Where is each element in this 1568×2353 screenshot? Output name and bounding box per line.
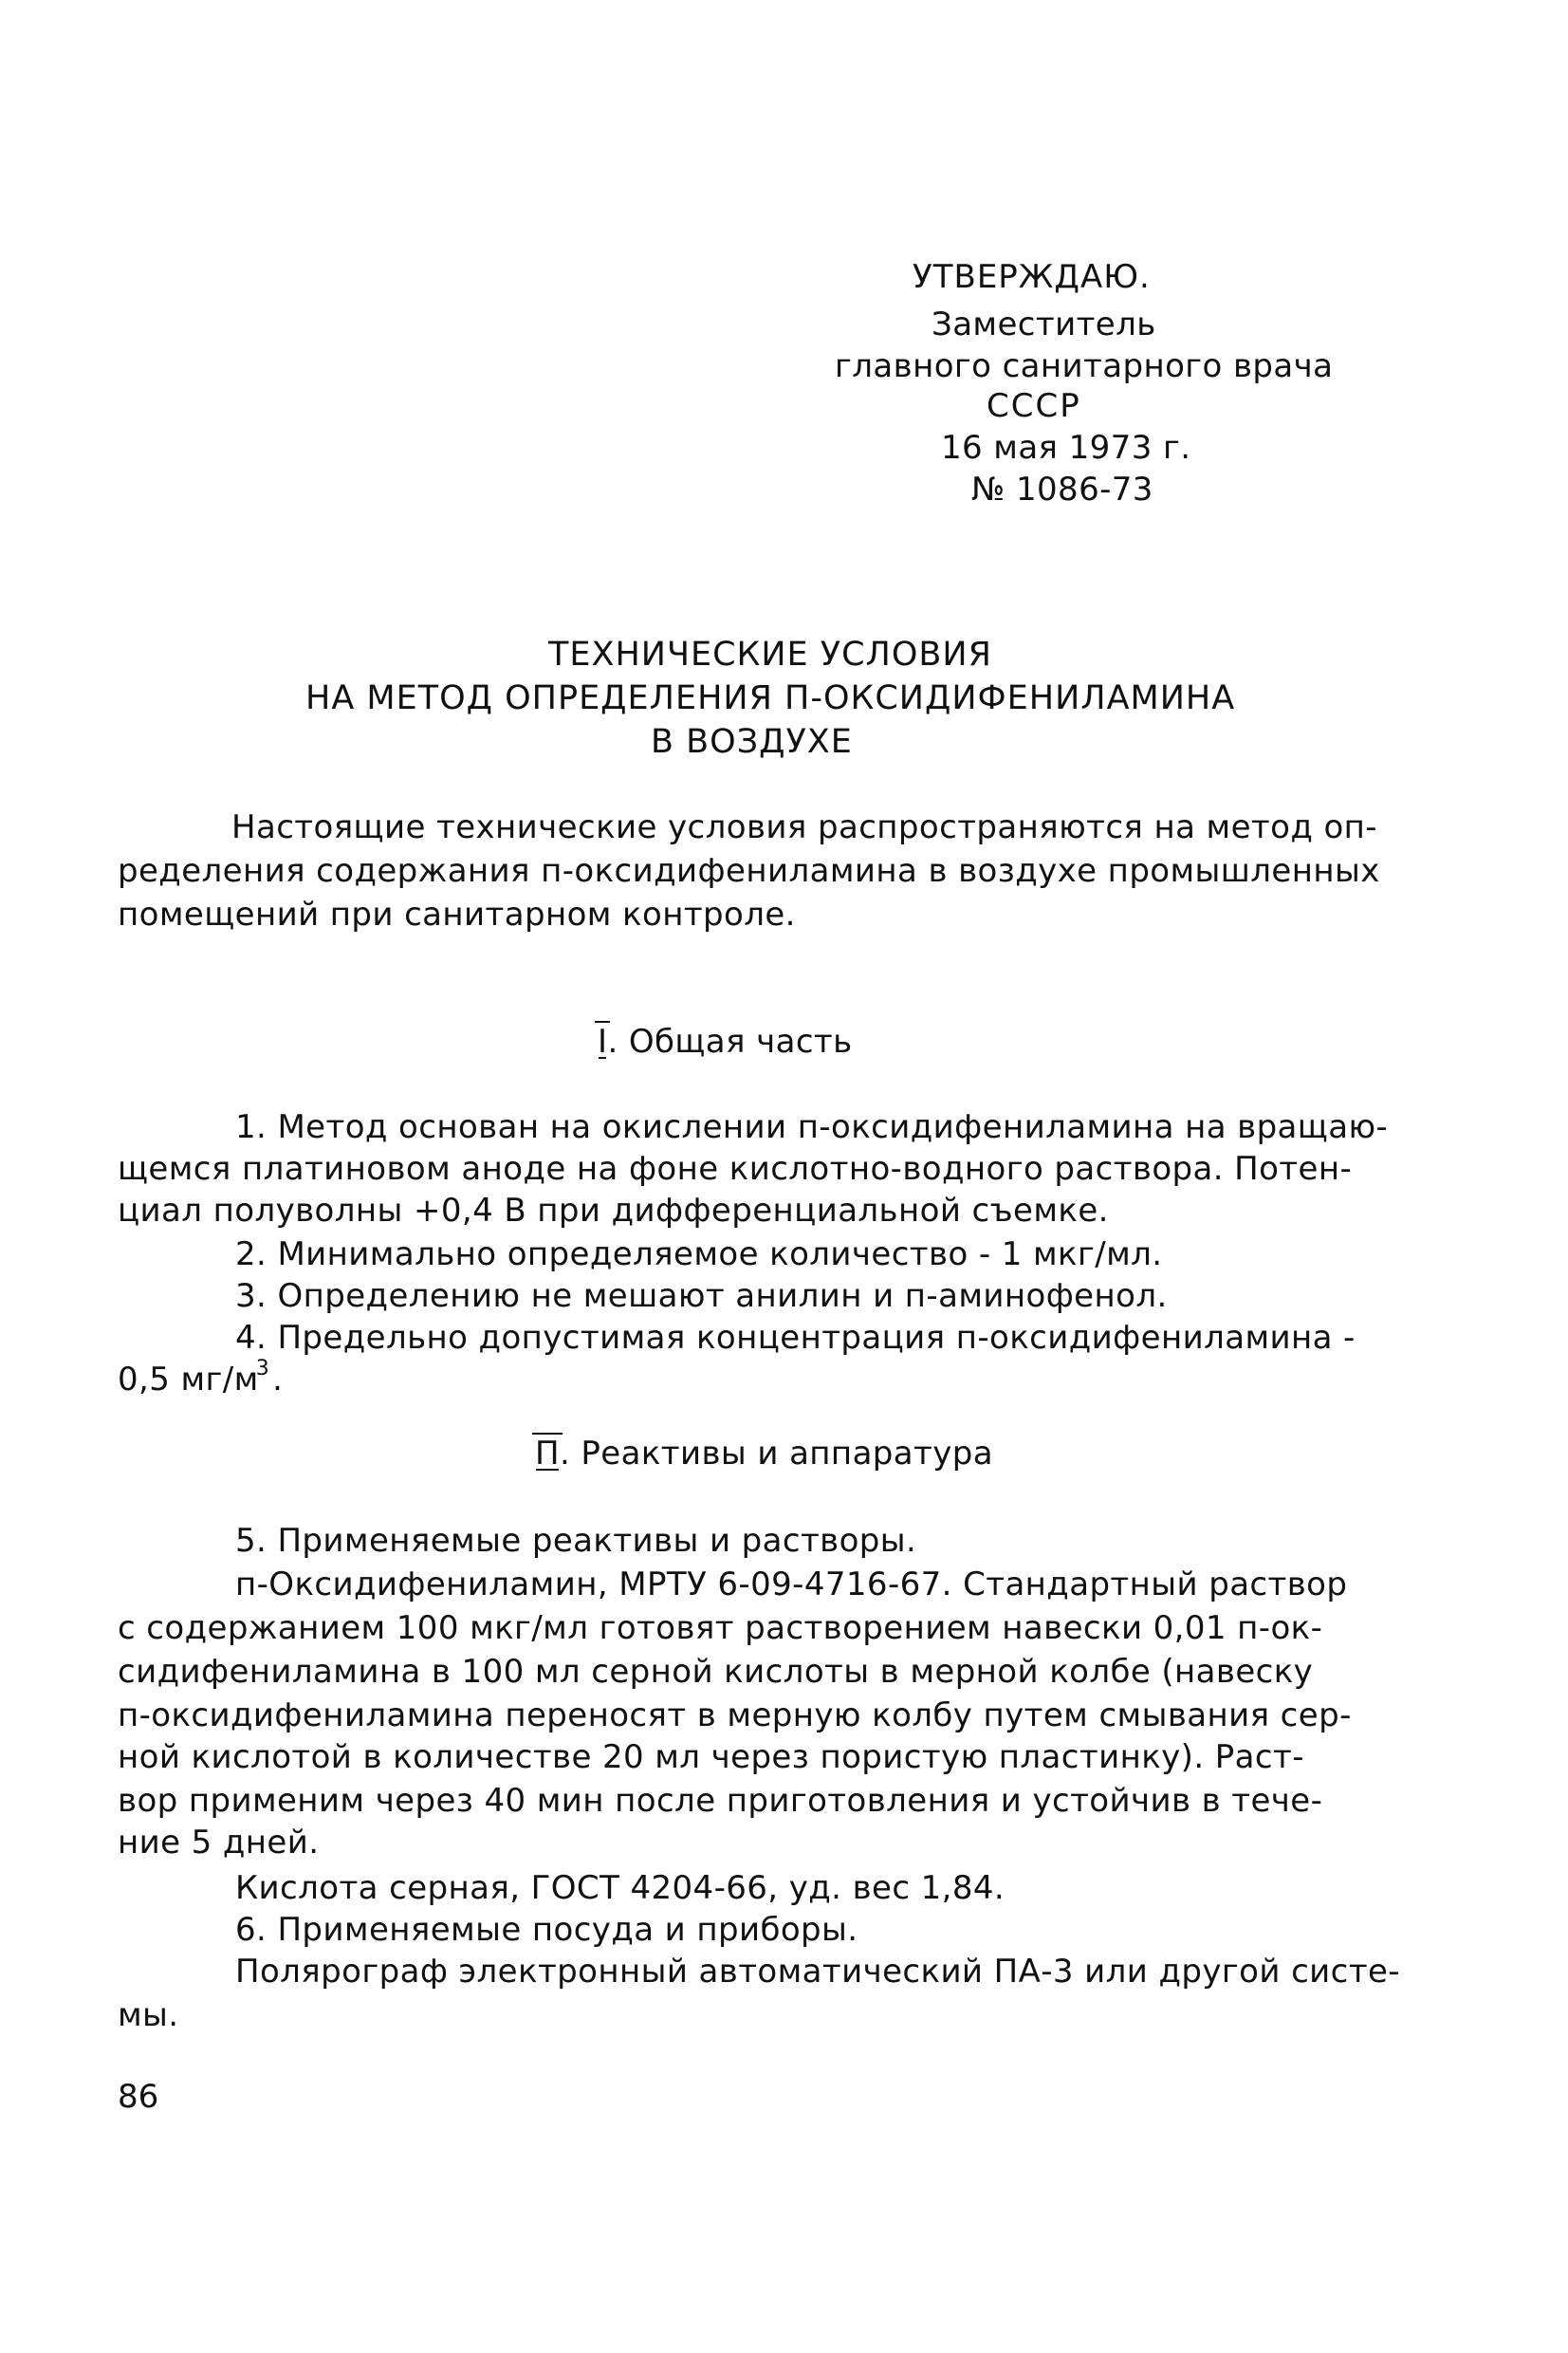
section-1-heading	[598, 1023, 853, 1061]
approval-position-detail: главного санитарного врача	[835, 347, 1334, 385]
section-2-numeral: П	[535, 1435, 560, 1473]
section-2-line: 5. Применяемые реактивы и растворы.	[235, 1522, 917, 1560]
concentration-value: 0,5 мг/м	[118, 1361, 259, 1399]
page-number: 86	[118, 2078, 159, 2116]
section-2-line: п-оксидифениламина переносят в мерную колбу путем смывания сер-	[118, 1696, 1352, 1734]
section-1-numeral: I	[598, 1023, 608, 1061]
section-1-line: циал полуволны +0,4 В при дифференциальной съемке.	[118, 1192, 1109, 1230]
section-1-line: 1. Метод основан на окислении п-оксидифениламина на вращаю-	[235, 1108, 1389, 1146]
section-2-line: сидифениламина в 100 мл серной кислоты в мерной колбе (навеску	[118, 1653, 1314, 1691]
section-1-heading-text: . Общая часть	[607, 1023, 853, 1061]
section-2-line: с содержанием 100 мкг/мл готовят растворением навески 0,01 п-ок-	[118, 1609, 1323, 1647]
approval-heading: УТВЕРЖДАЮ.	[913, 258, 1151, 296]
approval-date: 16 мая 1973 г.	[941, 429, 1191, 467]
section-1-line: 4. Предельно допустимая концентрация п-оксидифениламина -	[235, 1319, 1356, 1357]
section-2-line: Полярограф электронный автоматический ПА-3 или другой систе-	[235, 1953, 1400, 1991]
intro-line: Настоящие технические условия распространяются на метод оп-	[231, 808, 1377, 846]
cubic-superscript: 3	[255, 1357, 270, 1380]
approval-number: № 1086-73	[971, 471, 1153, 509]
section-2-line: ной кислотой в количестве 20 мл через пористую пластинку). Раст-	[118, 1738, 1304, 1776]
section-1-line: 3. Определению не мешают анилин и п-аминофенол.	[235, 1277, 1168, 1315]
section-2-line: 6. Применяемые посуда и приборы.	[235, 1911, 858, 1949]
title-line-1: ТЕХНИЧЕСКИЕ УСЛОВИЯ	[548, 636, 992, 674]
section-2-line: п-Оксидифениламин, МРТУ 6-09-4716-67. Стандартный раствор	[235, 1566, 1348, 1603]
section-2-heading	[535, 1435, 993, 1473]
section-1-concentration-line	[118, 1357, 284, 1403]
title-line-2: НА МЕТОД ОПРЕДЕЛЕНИЯ П-ОКСИДИФЕНИЛАМИНА	[305, 679, 1236, 717]
intro-line: помещений при санитарном контроле.	[118, 896, 796, 934]
approval-country: СССР	[987, 387, 1081, 425]
intro-line: ределения содержания п-оксидифениламина в воздухе промышленных	[118, 852, 1380, 890]
section-2-heading-text: . Реактивы и аппаратура	[559, 1435, 993, 1473]
title-line-3: В ВОЗДУХЕ	[651, 723, 853, 761]
concentration-period: .	[272, 1361, 284, 1399]
section-2-line: ние 5 дней.	[118, 1824, 320, 1862]
section-2-line: Кислота серная, ГОСТ 4204-66, уд. вес 1,84.	[235, 1869, 1005, 1907]
section-1-line: 2. Минимально определяемое количество - 1 мкг/мл.	[235, 1235, 1163, 1273]
section-2-line: мы.	[118, 1996, 179, 2034]
section-1-line: щемся платиновом аноде на фоне кислотно-водного раствора. Потен-	[118, 1150, 1353, 1188]
approval-position: Заместитель	[932, 306, 1156, 343]
section-2-line: вор применим через 40 мин после приготовления и устойчив в тече-	[118, 1782, 1323, 1820]
